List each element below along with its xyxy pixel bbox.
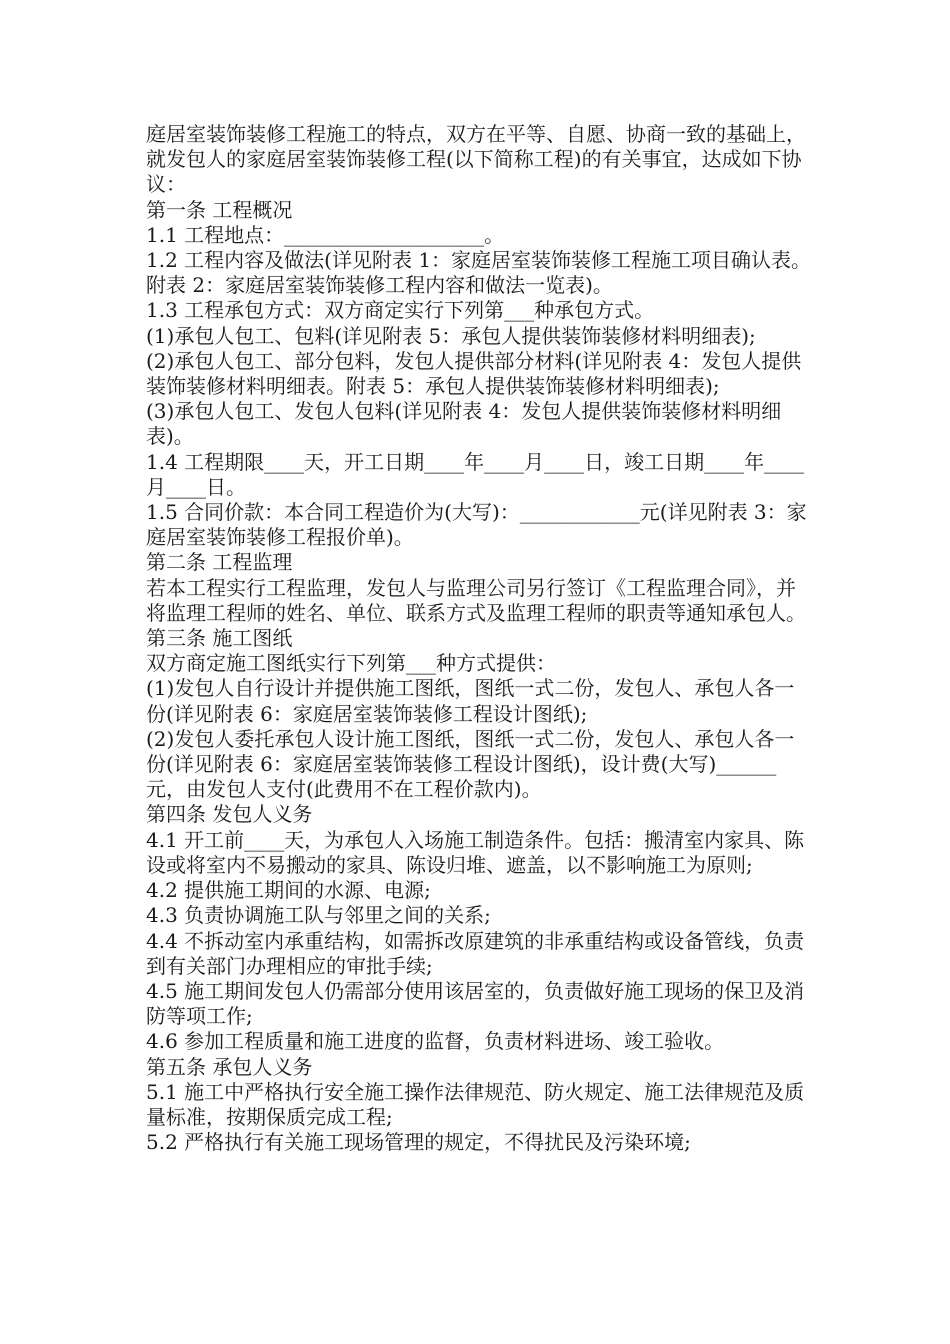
clause-4-4: 4.4 不拆动室内承重结构，如需拆改原建筑的非承重结构或设备管线，负责到有关部门办理相应的审批手续; xyxy=(146,928,805,978)
clause-5-1: 5.1 施工中严格执行安全施工操作法律规范、防火规定、施工法律规范及质量标准，按期保质完成工程; xyxy=(146,1079,805,1129)
clause-1-1: 1.1 工程地点：____________________。 xyxy=(146,222,505,247)
clause-1-2: 1.2 工程内容及做法(详见附表 1：家庭居室装饰装修工程施工项目确认表。附表 2：家庭居室装饰装修工程内容和做法一览表)。 xyxy=(146,248,812,298)
article-1-heading: 第一条 工程概况 xyxy=(146,197,293,222)
clause-5-2: 5.2 严格执行有关施工现场管理的规定，不得扰民及污染环境; xyxy=(146,1130,691,1155)
clause-1-3-option-1: (1)承包人包工、包料(详见附表 5：承包人提供装饰装修材料明细表); xyxy=(146,323,756,348)
article-3-option-1: (1)发包人自行设计并提供施工图纸，图纸一式二份，发包人、承包人各一份(详见附表 6：家庭居室装饰装修工程设计图纸); xyxy=(146,676,795,726)
article-3-intro: 双方商定施工图纸实行下列第___种方式提供： xyxy=(146,651,556,676)
clause-1-3-option-3: (3)承包人包工、发包人包料(详见附表 4：发包人提供装饰装修材料明细表)。 xyxy=(146,399,782,449)
clause-4-6: 4.6 参加工程质量和施工进度的监督，负责材料进场、竣工验收。 xyxy=(146,1029,725,1054)
article-2-body: 若本工程实行工程监理，发包人与监理公司另行签订《工程监理合同》，并将监理工程师的姓名、单位、联系方式及监理工程师的职责等通知承包人。 xyxy=(146,575,806,625)
clause-4-1: 4.1 开工前____天，为承包人入场施工制造条件。包括：搬清室内家具、陈设或将室内不易搬动的家具、陈设归堆、遮盖，以不影响施工为原则; xyxy=(146,827,805,877)
clause-1-4: 1.4 工程期限____天，开工日期____年____月____日，竣工日期____年____月____日。 xyxy=(146,449,805,499)
intro-paragraph: 庭居室装饰装修工程施工的特点，双方在平等、自愿、协商一致的基础上，就发包人的家庭居室装饰装修工程(以下简称工程)的有关事宜，达成如下协议： xyxy=(146,122,806,197)
clause-1-5: 1.5 合同价款：本合同工程造价为(大写)：____________元(详见附表 3：家庭居室装饰装修工程报价单)。 xyxy=(146,500,807,550)
clause-4-5: 4.5 施工期间发包人仍需部分使用该居室的，负责做好施工现场的保卫及消防等项工作; xyxy=(146,978,805,1029)
document-body xyxy=(146,122,814,1155)
article-3-heading: 第三条 施工图纸 xyxy=(146,626,293,651)
article-2-heading: 第二条 工程监理 xyxy=(146,550,293,575)
article-3-option-2: (2)发包人委托承包人设计施工图纸，图纸一式二份，发包人、承包人各一份(详见附表 6：家庭居室装饰装修工程设计图纸)，设计费(大写)______元，由发包人支付(此费用不在工程价款内)。 xyxy=(146,726,795,802)
clause-4-3: 4.3 负责协调施工队与邻里之间的关系; xyxy=(146,903,491,928)
clause-4-2: 4.2 提供施工期间的水源、电源; xyxy=(146,878,431,903)
article-5-heading: 第五条 承包人义务 xyxy=(146,1054,313,1079)
clause-1-3: 1.3 工程承包方式：双方商定实行下列第___种承包方式。 xyxy=(146,298,655,323)
clause-1-3-option-2: (2)承包人包工、部分包料，发包人提供部分材料(详见附表 4：发包人提供装饰装修材料明细表。附表 5：承包人提供装饰装修材料明细表); xyxy=(146,348,802,399)
article-4-heading: 第四条 发包人义务 xyxy=(146,802,313,827)
